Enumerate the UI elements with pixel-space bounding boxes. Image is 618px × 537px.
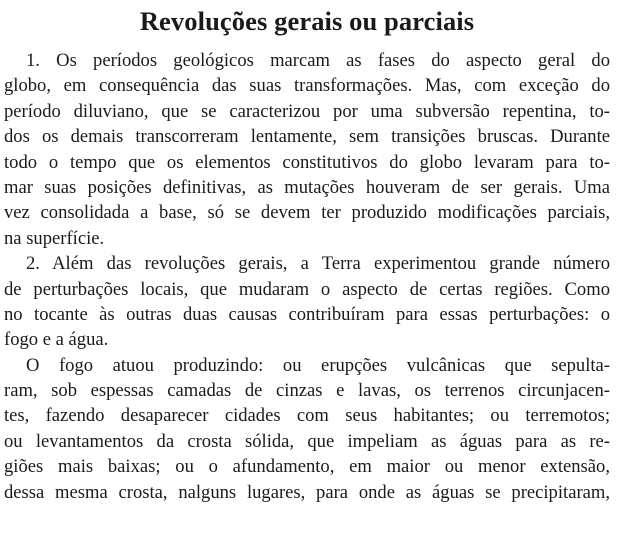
text-line: 2. Além das revoluções gerais, a Terra experimentou grande número — [26, 253, 610, 275]
text-line: fogo e a água. — [4, 329, 109, 351]
text-line: vez consolidada a base, só se devem ter produzido modificações parciais, — [4, 202, 610, 224]
text-line: todo o tempo que os elementos constitutivos do globo levaram para to- — [4, 151, 610, 173]
text-line: dessa mesma crosta, nalguns lugares, para onde as águas se precipitaram, — [4, 481, 610, 503]
text-line: de perturbações locais, que mudaram o aspecto de certas regiões. Como — [4, 278, 610, 300]
text-line: 1. Os períodos geológicos marcam as fases do aspecto geral do — [26, 50, 610, 71]
text-line: O fogo atuou produzindo: ou erupções vulcânicas que sepulta- — [26, 354, 610, 376]
text-line: globo, em consequência das suas transformações. Mas, com exceção do — [4, 75, 610, 97]
text-line: dos os demais transcorreram lentamente, sem transições bruscas. Durante — [4, 126, 610, 148]
document-page — [4, 0, 610, 505]
text-line: na superfície. — [4, 227, 105, 249]
text-line: no tocante às outras duas causas contribuíram para essas perturbações: o — [4, 303, 610, 325]
body-text — [4, 48, 610, 505]
text-line: giões mais baixas; ou o afundamento, em maior ou menor extensão, — [4, 456, 610, 478]
page-title: Revoluções gerais ou parciais — [139, 6, 475, 36]
text-line: período diluviano, que se caracterizou por uma subversão repentina, to- — [4, 100, 610, 122]
text-line: tes, fazendo desaparecer cidades com seus habitantes; ou terremotos; — [4, 405, 610, 427]
text-line: ou levantamentos da crosta sólida, que impeliam as águas para as re- — [4, 430, 610, 452]
text-line: ram, sob espessas camadas de cinzas e lavas, os terrenos circunjacen- — [4, 380, 610, 402]
text-line: mar suas posições definitivas, as mutações houveram de ser gerais. Uma — [4, 176, 610, 198]
